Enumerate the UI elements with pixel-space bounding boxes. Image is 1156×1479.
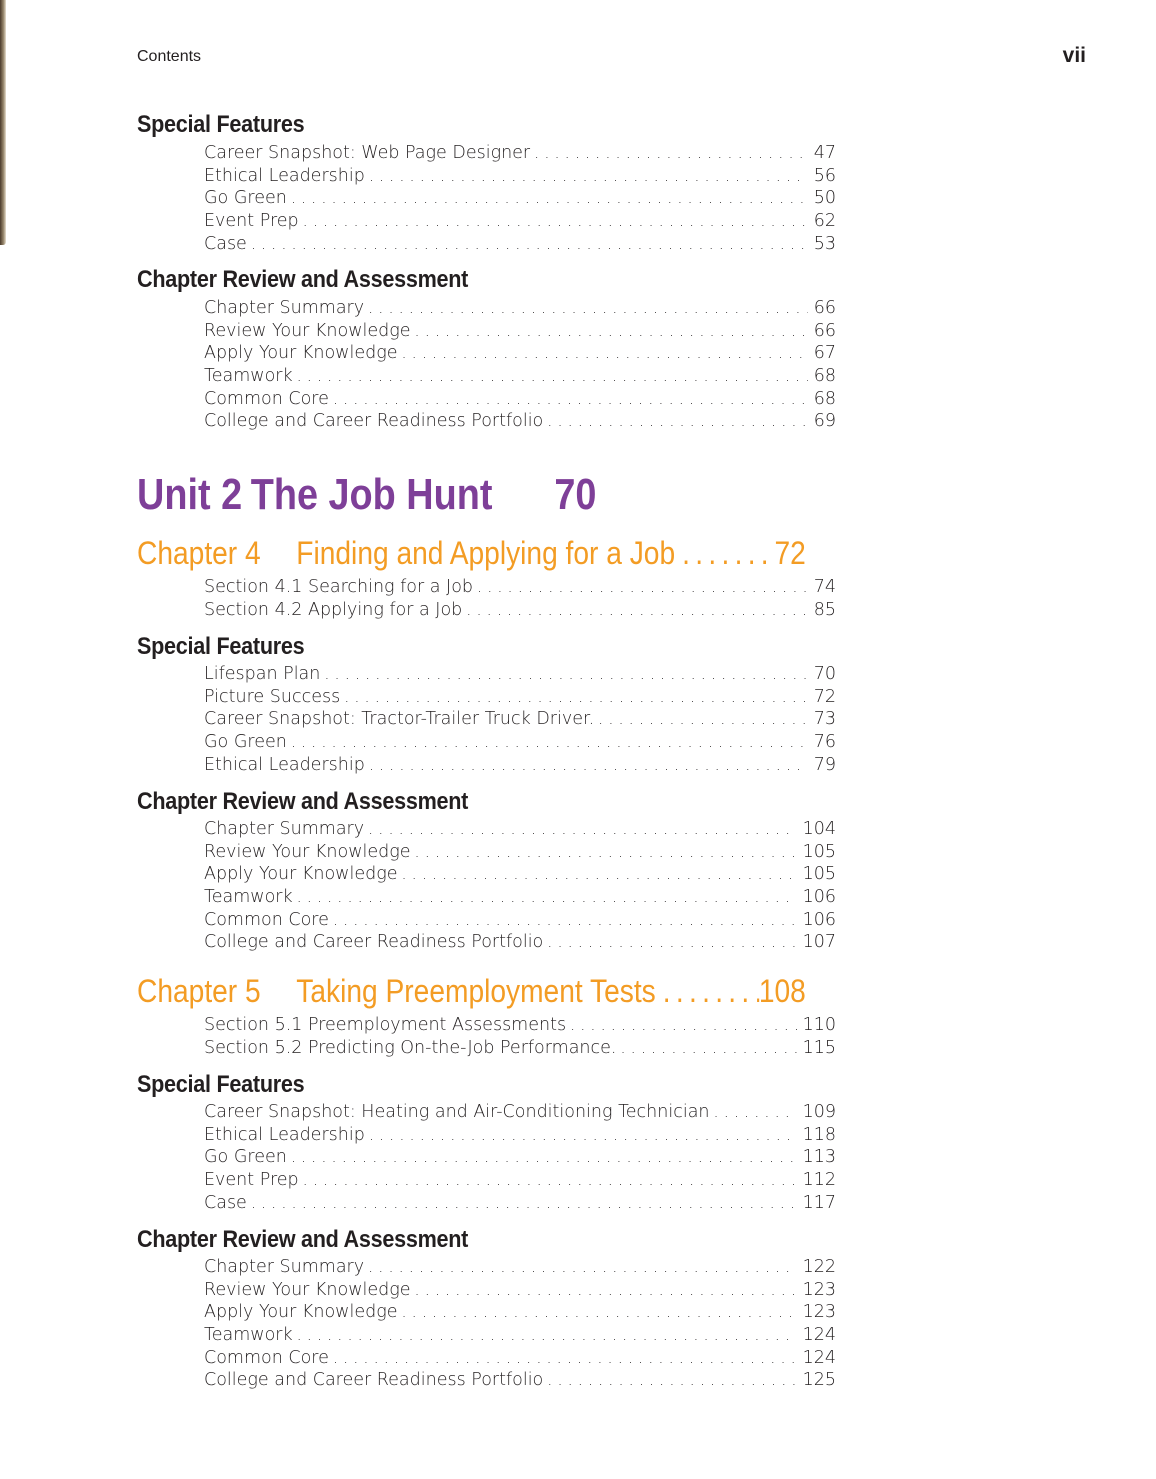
toc-entry[interactable]	[204, 686, 836, 709]
dot-leader	[369, 754, 808, 777]
dot-leader	[368, 1256, 796, 1279]
special-features-heading: Special Features	[137, 1071, 305, 1098]
toc-entry-page: 72	[813, 686, 836, 707]
toc-entry-label: Picture Success	[204, 686, 341, 707]
toc-entry-label: College and Career Readiness Portfolio	[204, 932, 544, 953]
toc-entry-page: 62	[813, 211, 836, 232]
toc-entry-label: Section 4.1 Searching for a Job	[204, 577, 474, 597]
toc-entry-page: 123	[802, 1279, 836, 1300]
dot-leader	[570, 1014, 797, 1037]
toc-entry-page: 105	[802, 864, 836, 885]
toc-entry[interactable]	[204, 909, 836, 932]
dot-leader	[663, 973, 759, 1010]
chapter-review-list	[204, 297, 836, 433]
toc-entry-page: 70	[813, 664, 836, 684]
toc-entry-page: 107	[802, 932, 836, 953]
toc-entry-label: Career Snapshot: Tractor-Trailer Truck Driver.	[204, 709, 595, 730]
toc-entry[interactable]	[204, 886, 836, 909]
toc-entry[interactable]	[204, 142, 836, 165]
dot-leader	[291, 187, 808, 210]
chapter-review-list	[204, 818, 836, 954]
toc-entry[interactable]	[204, 708, 836, 731]
unit-number: Unit 2	[137, 470, 243, 519]
toc-entry-label: Lifespan Plan	[204, 664, 321, 684]
toc-entry-label: Ethical Leadership	[204, 754, 365, 775]
toc-entry[interactable]	[204, 1256, 836, 1279]
toc-entry-label: Go Green	[204, 1147, 287, 1168]
toc-entry-page: 73	[813, 709, 836, 730]
toc-entry-label: Career Snapshot: Heating and Air-Conditioning Technician	[204, 1102, 710, 1122]
toc-entry-label: Chapter Summary	[204, 298, 365, 318]
chapter-number: Chapter 4	[137, 535, 261, 571]
toc-entry-label: Go Green	[204, 188, 287, 209]
dot-leader	[598, 708, 808, 731]
toc-entry[interactable]	[204, 1369, 836, 1392]
toc-entry-page: 104	[802, 819, 836, 839]
dot-leader	[291, 1146, 797, 1169]
chapter-title: Finding and Applying for a Job	[296, 535, 676, 571]
page-edge-decoration	[0, 0, 6, 245]
toc-entry[interactable]	[204, 297, 836, 320]
toc-entry-label: Review Your Knowledge	[204, 1279, 411, 1300]
running-head: Contents	[137, 48, 202, 65]
chapter-title: Taking Preemployment Tests	[296, 973, 656, 1009]
toc-entry[interactable]	[204, 663, 836, 686]
chapter-page: 108	[758, 973, 806, 1009]
chapter-review-list	[204, 1256, 836, 1392]
dot-leader	[547, 931, 796, 954]
toc-entry[interactable]	[204, 754, 836, 777]
toc-entry[interactable]	[204, 599, 836, 622]
toc-entry[interactable]	[204, 342, 836, 365]
dot-leader	[415, 1279, 797, 1302]
chapter-page: 72	[774, 535, 806, 571]
toc-entry[interactable]	[204, 931, 836, 954]
unit-heading	[137, 470, 596, 520]
toc-entry[interactable]	[204, 1124, 836, 1147]
toc-entry-page: 122	[802, 1257, 836, 1277]
chapter-review-heading: Chapter Review and Assessment	[137, 1226, 469, 1253]
toc-entry-label: Teamwork	[204, 887, 293, 908]
toc-entry-label: Apply Your Knowledge	[204, 864, 398, 885]
toc-entry-page: 47	[813, 143, 836, 163]
toc-entry-label: Common Core	[204, 388, 329, 409]
toc-entry[interactable]	[204, 410, 836, 433]
dot-leader	[297, 886, 797, 909]
toc-entry-label: Common Core	[204, 1347, 329, 1368]
toc-entry-page: 109	[802, 1102, 836, 1122]
toc-entry[interactable]	[204, 233, 836, 256]
dot-leader	[547, 410, 807, 433]
toc-entry[interactable]	[204, 320, 836, 343]
toc-entry-label: Apply Your Knowledge	[204, 343, 398, 364]
toc-entry-page: 118	[802, 1124, 836, 1145]
toc-entry[interactable]	[204, 1101, 836, 1124]
dot-leader	[714, 1101, 797, 1124]
special-features-heading: Special Features	[137, 111, 305, 138]
dot-leader	[415, 320, 808, 343]
dot-leader	[251, 1192, 797, 1215]
special-features-heading: Special Features	[137, 633, 305, 660]
chapter-4-entry[interactable]	[137, 535, 806, 572]
toc-entry-page: 105	[802, 841, 836, 862]
toc-entry[interactable]	[204, 365, 836, 388]
toc-entry[interactable]	[204, 841, 836, 864]
toc-entry[interactable]	[204, 1037, 836, 1060]
toc-entry[interactable]	[204, 210, 836, 233]
special-features-list	[204, 663, 836, 776]
toc-entry-page: 76	[813, 732, 836, 753]
toc-entry-page: 68	[813, 388, 836, 409]
dot-leader	[303, 210, 808, 233]
toc-entry[interactable]	[204, 1347, 836, 1370]
toc-entry-page: 106	[802, 909, 836, 930]
toc-entry-page: 124	[802, 1325, 836, 1346]
toc-entry[interactable]	[204, 818, 836, 841]
toc-entry[interactable]	[204, 1146, 836, 1169]
toc-entry-page: 125	[802, 1370, 836, 1391]
toc-entry-label: Chapter Summary	[204, 819, 365, 839]
toc-entry-label: Case	[204, 1192, 247, 1213]
toc-entry-label: Review Your Knowledge	[204, 320, 411, 341]
toc-entry-page: 112	[802, 1170, 836, 1191]
chapter-5-sections	[204, 1014, 836, 1059]
dot-leader	[620, 1037, 796, 1060]
dot-leader	[333, 388, 808, 411]
dot-leader	[477, 576, 808, 599]
toc-entry[interactable]	[204, 1324, 836, 1347]
chapter-review-heading: Chapter Review and Assessment	[137, 266, 469, 293]
toc-entry-label: Chapter Summary	[204, 1257, 365, 1277]
dot-leader	[466, 599, 807, 622]
toc-entry-page: 66	[813, 320, 836, 341]
dot-leader	[534, 142, 808, 165]
dot-leader	[369, 165, 808, 188]
toc-entry-label: Case	[204, 233, 247, 254]
toc-entry-page: 53	[813, 233, 836, 254]
toc-entry[interactable]	[204, 576, 836, 599]
toc-entry-label: Section 5.1 Preemployment Assessments	[204, 1015, 567, 1035]
toc-entry[interactable]	[204, 1301, 836, 1324]
toc-entry[interactable]	[204, 1169, 836, 1192]
toc-entry-page: 85	[813, 599, 836, 620]
toc-entry-label: College and Career Readiness Portfolio	[204, 411, 544, 432]
toc-entry-page: 74	[813, 577, 836, 597]
chapter-review-heading: Chapter Review and Assessment	[137, 788, 469, 815]
toc-entry-page: 68	[813, 366, 836, 387]
dot-leader	[547, 1369, 796, 1392]
toc-entry-page: 67	[813, 343, 836, 364]
dot-leader	[297, 1324, 797, 1347]
toc-entry-page: 117	[802, 1192, 836, 1213]
dot-leader	[401, 1301, 796, 1324]
toc-entry-label: Event Prep	[204, 1170, 299, 1191]
toc-entry-page: 56	[813, 165, 836, 186]
toc-entry-label: Section 5.2 Predicting On-the-Job Performance.	[204, 1037, 617, 1058]
toc-entry[interactable]	[204, 731, 836, 754]
chapter-number: Chapter 5	[137, 973, 261, 1009]
toc-entry-page: 123	[802, 1302, 836, 1323]
toc-entry-label: Go Green	[204, 732, 287, 753]
toc-entry-label: Apply Your Knowledge	[204, 1302, 398, 1323]
toc-entry[interactable]	[204, 187, 836, 210]
page-number: vii	[1062, 44, 1086, 67]
toc-entry-label: College and Career Readiness Portfolio	[204, 1370, 544, 1391]
dot-leader	[297, 365, 808, 388]
toc-entry[interactable]	[204, 1014, 836, 1037]
special-features-list	[204, 142, 836, 255]
dot-leader	[291, 731, 808, 754]
dot-leader	[344, 686, 808, 709]
toc-entry[interactable]	[204, 165, 836, 188]
chapter-4-sections	[204, 576, 836, 621]
toc-entry-label: Common Core	[204, 909, 329, 930]
dot-leader	[251, 233, 808, 256]
unit-title: The Job Hunt	[250, 470, 493, 519]
toc-entry-page: 110	[802, 1015, 836, 1035]
toc-entry-label: Teamwork	[204, 1325, 293, 1346]
special-features-list	[204, 1101, 836, 1214]
dot-leader	[369, 1124, 797, 1147]
toc-entry[interactable]	[204, 1279, 836, 1302]
dot-leader	[333, 909, 797, 932]
toc-entry-page: 50	[813, 188, 836, 209]
toc-entry[interactable]	[204, 863, 836, 886]
toc-entry-label: Career Snapshot: Web Page Designer	[204, 143, 531, 163]
dot-leader	[368, 818, 796, 841]
toc-entry-page: 69	[813, 411, 836, 432]
toc-entry-label: Teamwork	[204, 366, 293, 387]
toc-entry-label: Ethical Leadership	[204, 1124, 365, 1145]
dot-leader	[401, 863, 796, 886]
toc-entry-page: 115	[802, 1037, 836, 1058]
toc-entry-page: 79	[813, 754, 836, 775]
dot-leader	[333, 1347, 797, 1370]
dot-leader	[368, 297, 808, 320]
toc-entry-label: Ethical Leadership	[204, 165, 365, 186]
dot-leader	[324, 663, 807, 686]
chapter-5-entry[interactable]	[137, 973, 806, 1010]
dot-leader	[415, 841, 797, 864]
toc-entry-page: 66	[813, 298, 836, 318]
toc-entry[interactable]	[204, 1192, 836, 1215]
dot-leader	[682, 535, 774, 572]
toc-entry-page: 113	[802, 1147, 836, 1168]
unit-page: 70	[554, 470, 597, 519]
dot-leader	[303, 1169, 797, 1192]
dot-leader	[401, 342, 807, 365]
toc-entry-page: 124	[802, 1347, 836, 1368]
toc-entry-label: Review Your Knowledge	[204, 841, 411, 862]
toc-entry-page: 106	[802, 887, 836, 908]
toc-entry[interactable]	[204, 388, 836, 411]
toc-entry-label: Event Prep	[204, 211, 299, 232]
toc-entry-label: Section 4.2 Applying for a Job	[204, 599, 463, 620]
